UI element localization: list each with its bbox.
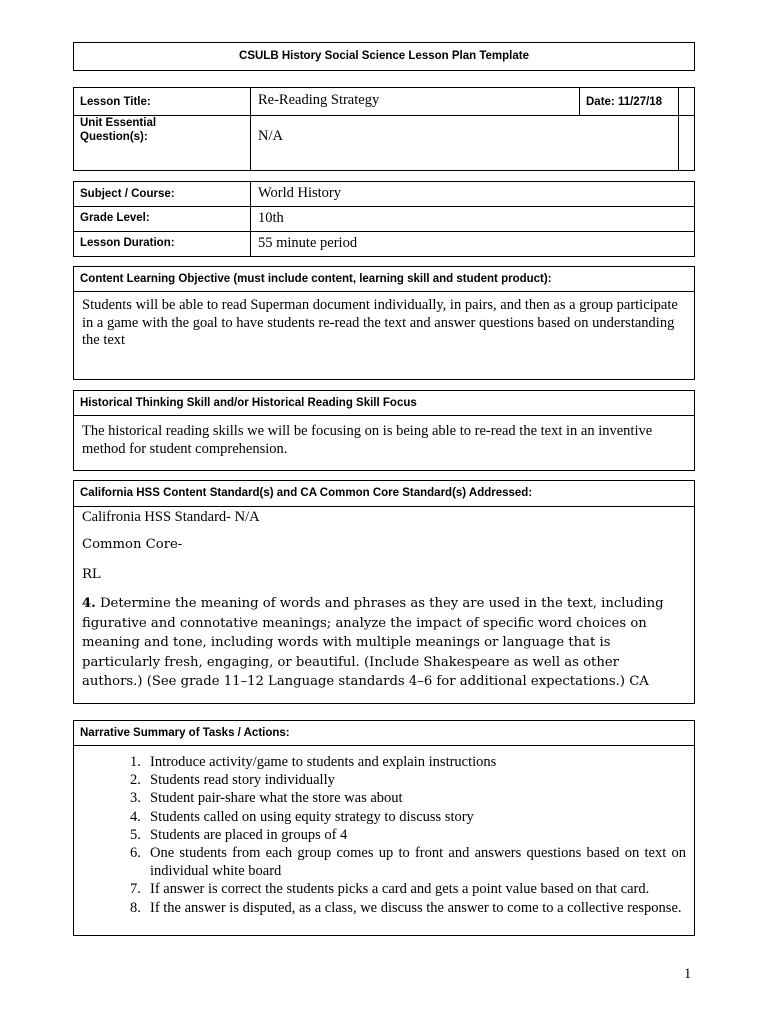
row-divider xyxy=(74,231,694,232)
essential-question-label-line2: Question(s): xyxy=(80,131,148,143)
lesson-date: Date: 11/27/18 xyxy=(586,96,663,108)
lesson-duration-value: 55 minute period xyxy=(258,235,358,251)
task-text: Introduce activity/game to students and explain instructions xyxy=(150,754,497,770)
standards-section xyxy=(73,480,695,704)
standard-text xyxy=(82,594,682,692)
grade-level-value: 10th xyxy=(258,210,284,226)
task-item xyxy=(130,808,686,826)
task-item xyxy=(130,753,686,771)
essential-question-label xyxy=(80,116,156,144)
thinking-skill-heading: Historical Thinking Skill and/or Historical Reading Skill Focus xyxy=(80,397,417,409)
task-number: 3. xyxy=(130,790,141,807)
common-core-label: Common Core- xyxy=(82,537,183,552)
task-text: Students read story individually xyxy=(150,772,335,789)
page-number: 1 xyxy=(684,966,692,982)
task-number: 6. xyxy=(130,845,141,862)
column-divider xyxy=(250,182,251,256)
tasks-heading: Narrative Summary of Tasks / Actions: xyxy=(80,727,290,739)
right-column-divider xyxy=(678,88,679,170)
essential-question-label-line1: Unit Essential xyxy=(80,117,157,129)
subject-value: World History xyxy=(258,185,342,201)
task-number: 8. xyxy=(130,899,141,916)
task-list xyxy=(130,753,686,917)
task-text: Students are placed in groups of 4 xyxy=(150,826,348,843)
column-divider xyxy=(250,88,251,170)
task-text: Student pair-share what the store was about xyxy=(150,790,403,807)
standard-description: Determine the meaning of words and phrases as they are used in the text, including figurative and connotative meanings; analyze the impact of specific word choices on meaning and tone, including words with multiple meanings or language that is particularly fresh, engaging, or beautiful. (Include Shakespeare as well as other authors.) (See grade 11–12 Language standards 4–6 for additional expectations.) CA xyxy=(82,596,664,689)
tasks-section xyxy=(73,720,695,936)
objective-text: Students will be able to read Superman document individually, in pairs, and then as a group participate in a game with the goal to have students re-read the text and answer questions based on understanding the text xyxy=(82,297,678,348)
course-info-table xyxy=(73,181,695,257)
task-text: If answer is correct the students picks a card and gets a point value based on that card. xyxy=(150,881,650,898)
date-divider xyxy=(579,88,580,115)
task-text: Students called on using equity strategy to discuss story xyxy=(150,808,474,825)
section-divider xyxy=(74,745,694,746)
task-item xyxy=(130,826,686,844)
row-divider xyxy=(74,115,694,116)
lesson-title-value: Re-Reading Strategy xyxy=(258,92,380,108)
section-divider xyxy=(74,415,694,416)
section-divider xyxy=(74,291,694,292)
task-item xyxy=(130,880,686,898)
thinking-skill-section xyxy=(73,390,695,471)
standards-heading: California HSS Content Standard(s) and CA Common Core Standard(s) Addressed: xyxy=(80,487,533,499)
objective-heading: Content Learning Objective (must include content, learning skill and student product): xyxy=(80,273,552,285)
task-item xyxy=(130,844,686,880)
lesson-title-label: Lesson Title: xyxy=(80,96,151,108)
task-item xyxy=(130,771,686,789)
row-divider xyxy=(74,206,694,207)
task-text: If the answer is disputed, as a class, we discuss the answer to come to a collective response. xyxy=(150,899,682,916)
lesson-duration-label: Lesson Duration: xyxy=(80,237,175,249)
template-title-box xyxy=(73,42,695,71)
objective-section xyxy=(73,266,695,380)
task-item xyxy=(130,899,686,917)
standard-number: 4. xyxy=(82,596,96,611)
task-text: One students from each group comes up to front and answers questions based on text on individual white board xyxy=(150,845,686,880)
grade-level-label: Grade Level: xyxy=(80,212,150,224)
task-number: 5. xyxy=(130,826,141,843)
essential-question-value: N/A xyxy=(258,128,283,144)
thinking-skill-text: The historical reading skills we will be focusing on is being able to re-read the text in an inventive method for student comprehension. xyxy=(82,423,653,457)
rl-label: RL xyxy=(82,567,101,582)
task-number: 4. xyxy=(130,808,141,825)
lesson-title-table xyxy=(73,87,695,171)
section-divider xyxy=(74,506,694,507)
task-number: 7. xyxy=(130,881,141,898)
task-number: 1. xyxy=(130,754,141,770)
hss-standard: Califronia HSS Standard- N/A xyxy=(82,509,260,525)
task-item xyxy=(130,789,686,807)
subject-label: Subject / Course: xyxy=(80,188,175,200)
template-title: CSULB History Social Science Lesson Plan Template xyxy=(239,50,529,62)
task-number: 2. xyxy=(130,772,141,789)
